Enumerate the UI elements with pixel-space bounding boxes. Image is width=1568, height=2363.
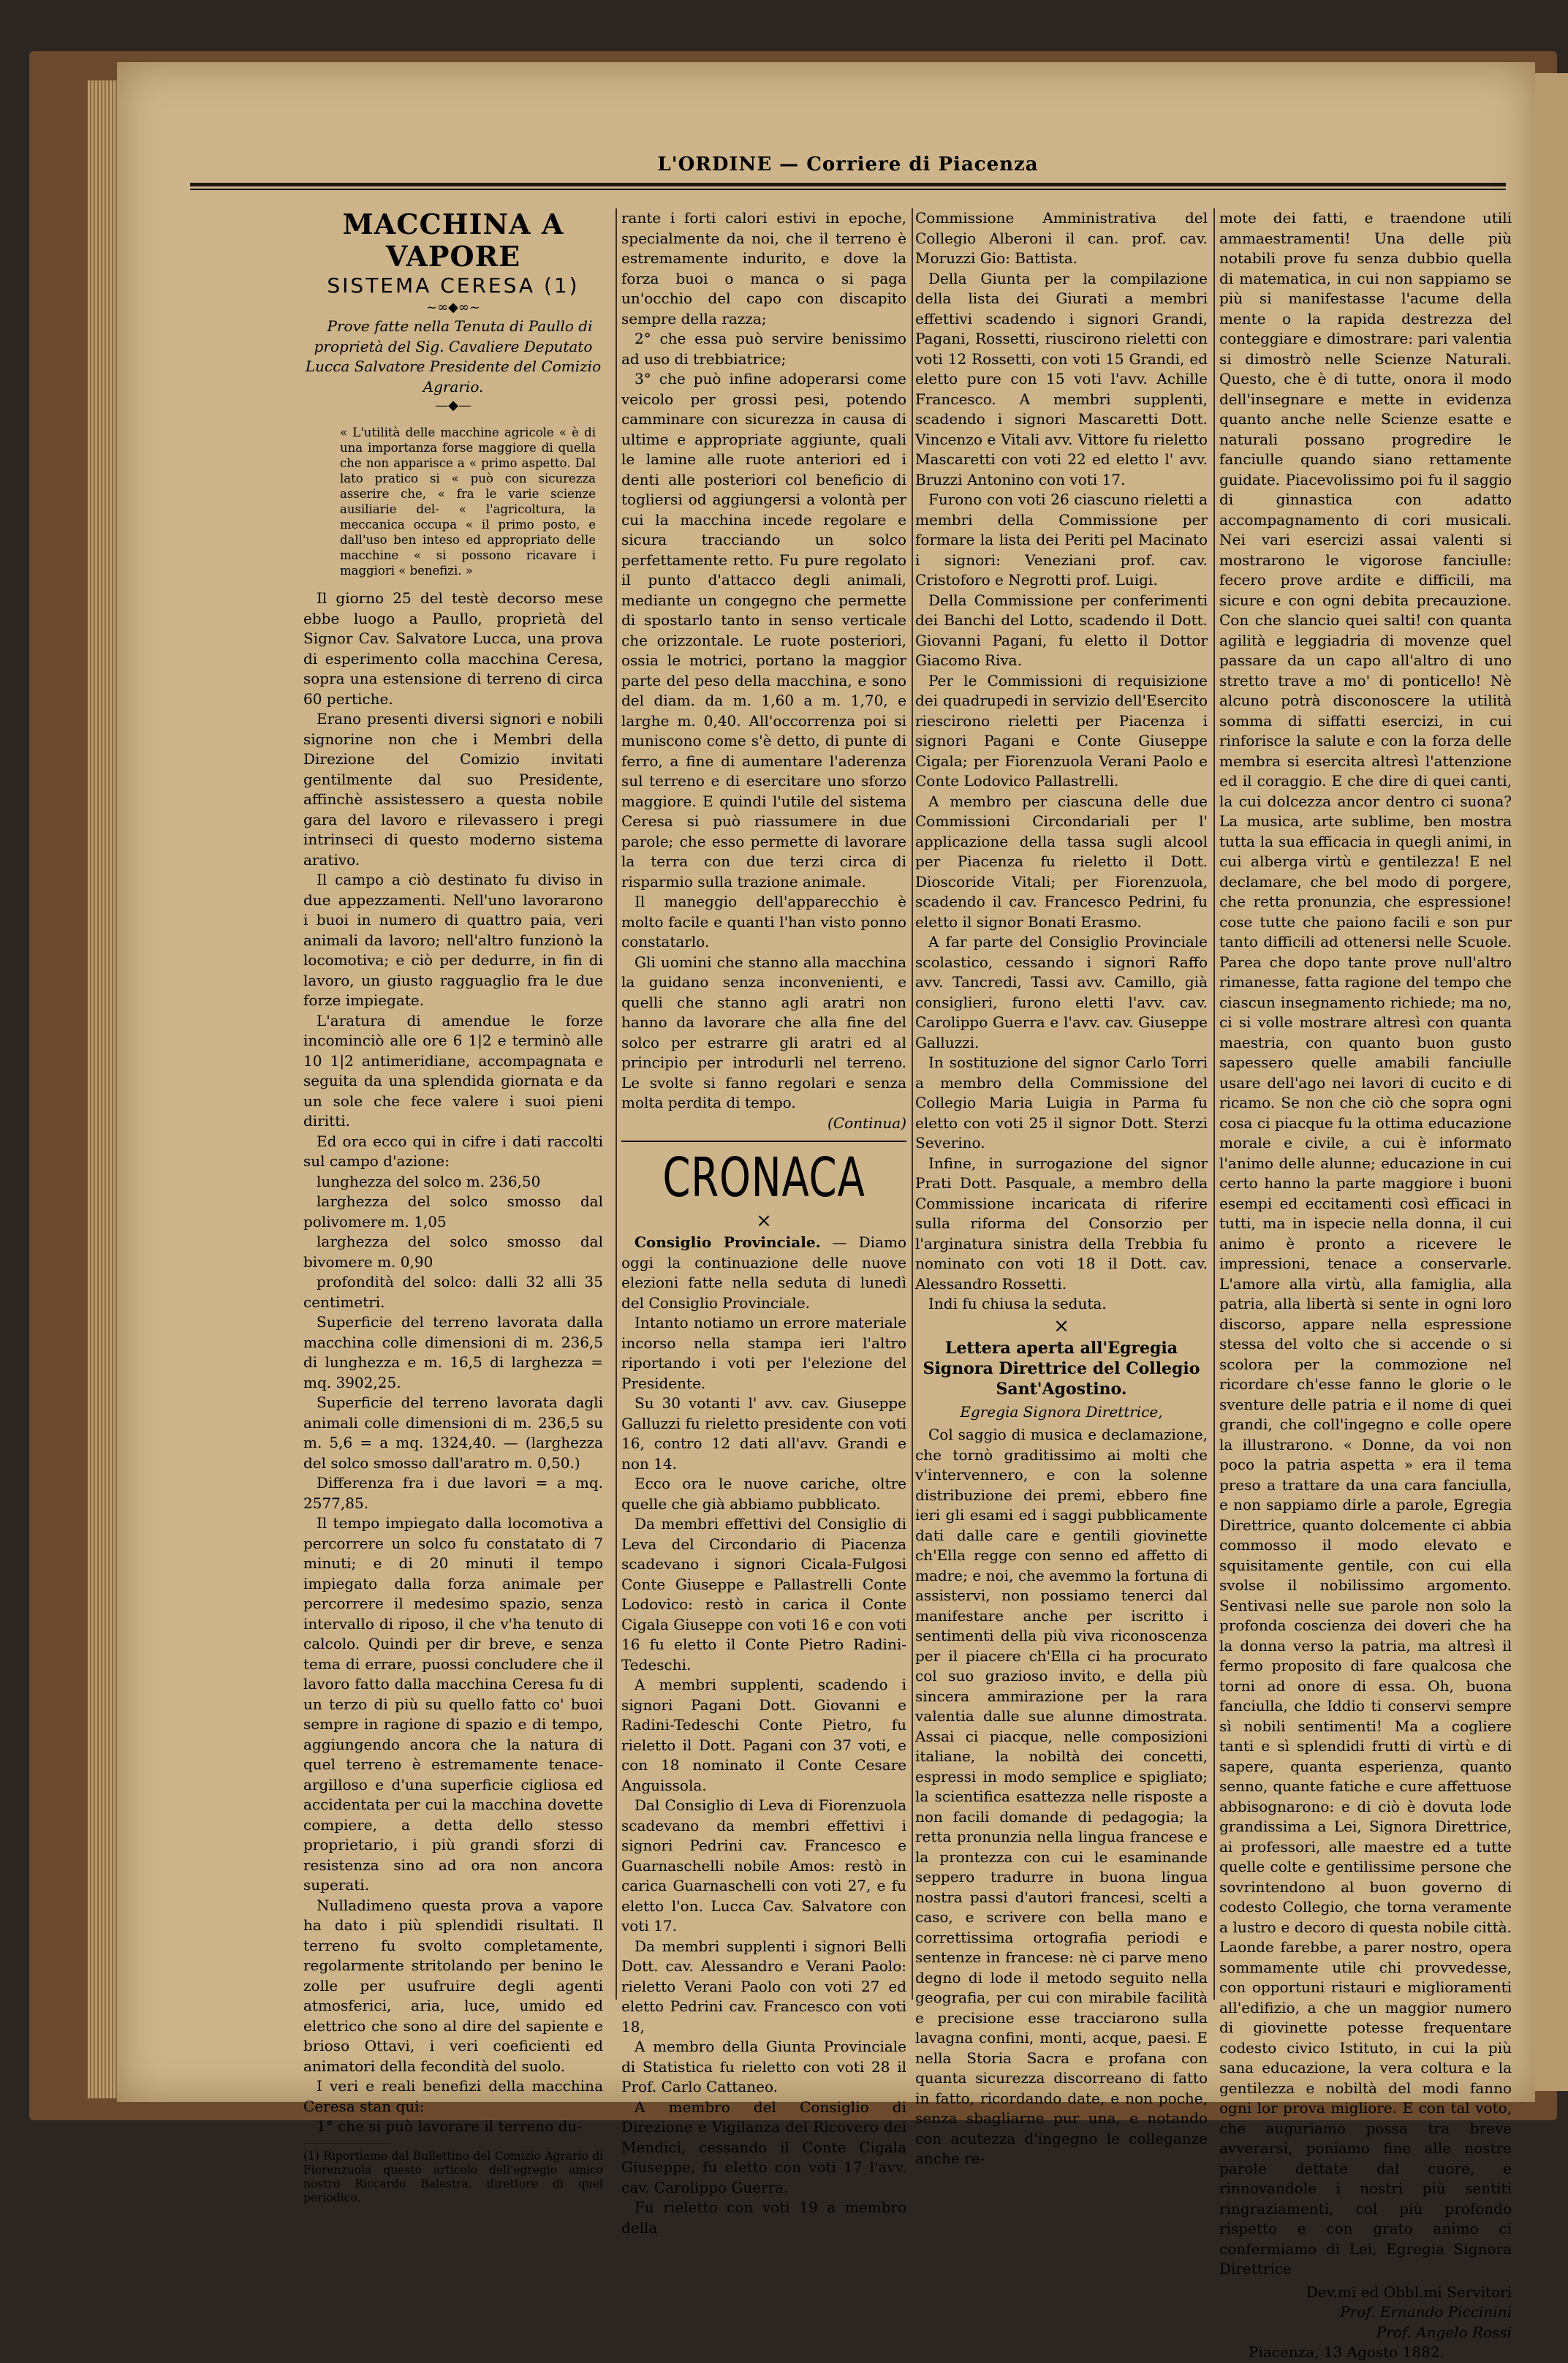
paragraph: 2° che essa può servire benissimo ad uso di trebbiatrice;: [621, 330, 906, 368]
paragraph: A far parte del Consiglio Provinciale scolastico, cessando i signori Raffo avv. Tancredi, Tassi avv. Camillo, già consiglieri, furono eletti l'avv. cav. Carolippo Guerra e l'avv. cav. Giuseppe Galluzzi.: [915, 933, 1208, 1051]
page-header: [190, 88, 1506, 190]
paragraph: Il campo a ciò destinato fu diviso in due appezzamenti. Nell'uno lavorarono i buoi in numero di quattro paia, veri animali da lavoro; nell'altro funzionò la locomotiva; e ciò per dedurre, in fin di lavoro, un giusto ragguaglio fra le due forze impiegate.: [303, 871, 603, 1009]
paragraph: Erano presenti diversi signori e nobili signorine non che i Membri della Direzione del Comizio invitati gentilmente dal suo Presidente, affinchè assistessero a questa nobile gara del lavoro e rilevassero i pregi intrinseci di questo moderno sistema arativo.: [303, 710, 603, 869]
data-line: profondità del solco: dalli 32 alli 35 centimetri.: [303, 1273, 603, 1311]
paragraph: Da membri effettivi del Consiglio di Leva del Circondario di Piacenza scadevano i signori Cicala-Fulgosi Conte Giuseppe e Pallastrelli Conte Lodovico: restò in carica il Conte Cigala Giuseppe con voti 16 e con voti 16 fu eletto il Conte Pietro Radini-Tedeschi.: [621, 1515, 906, 1674]
continua-note: (Continua): [827, 1114, 906, 1132]
paragraph: 3° che può infine adoperarsi come veicolo per grossi pesi, potendo camminare con sicurezza in causa di ultime e appropriate aggiunte, quali le lamine alle ruote anteriori ed i denti alle posteriori col beneficio di togliersi od aggiungersi a volontà per cui la macchina incede regolare e sicura tracciando un solco perfettamente retto. Fu pure regolato il punto d'attacco degli animali, mediante un congegno che permette di spostarlo tanto in senso verticale che orizzontale. Le ruote posteriori, ossia le motrici, portano la maggior parte del peso della macchina, e sono del diam. da m. 1,60 a m. 1,70, e larghe m. 0,40. All'occorrenza poi si muniscono come s'è detto, di punte di ferro, a fine di aumentare l'aderenza sul terreno e di esercitare uno sforzo maggiore. E quindi l'utile del sistema Ceresa si può riassumere in due parole; che esso permette di lavorare la terra con due terzi circa di risparmio sulla trazione animale.: [621, 370, 906, 891]
epigraph-quote: « L'utilità delle macchine agricole « è di una importanza forse maggiore di quella che non apparisce a « primo aspetto. Dal lato pratico si « può con sicurezza asserire che, « fra le varie scienze ausiliarie del- « l'agricoltura, la meccanica occupa « il primo posto, e dall'uso ben inteso ed appropriato delle macchine « si possono ricavare i maggiori « benefizi. »: [340, 426, 596, 578]
article-intro: Prove fatte nella Tenuta di Paullo di proprietà del Sig. Cavaliere Deputato Lucca Salvatore Presidente del Comizio Agrario.: [305, 317, 602, 396]
paragraph: Da membri supplenti i signori Belli Dott. cav. Alessandro e Verani Paolo: rieletto Verani Paolo con voti 27 ed eletto Pedrini cav. Francesco con voti 18,: [621, 1937, 906, 2035]
paragraph: A membro della Giunta Provinciale di Statistica fu rieletto con voti 28 il Prof. Carlo Cattaneo.: [621, 2038, 906, 2095]
paragraph: Su 30 votanti l' avv. cav. Giuseppe Galluzzi fu rieletto presidente con voti 16, contro 12 dati all'avv. Grandi e non 14.: [621, 1394, 906, 1472]
paragraph: Nulladimeno questa prova a vapore ha dato i più splendidi risultati. Il terreno fu svolto completamente, regolarmente stritolando per benino le zolle per usufruire degli agenti atmosferici, aria, luce, umido ed elettrico che sono al dire del sapiente e brioso Ottavi, i veri coeficienti ed animatori della fecondità del suolo.: [303, 1896, 603, 2075]
paragraph: Il tempo impiegato dalla locomotiva a percorrere un solco fu constatato di 7 minuti; e di 20 minuti il tempo impiegato dalla forza animale per percorrere il medesimo spazio, senza intervallo di riposo, il che v'ha tenuto di calcolo. Quindi per dir breve, e senza tema di errare, puossi concludere che il lavoro fatto dalla macchina Ceresa fu di un terzo di più su quello fatto co' buoi sempre in ragione di spazio e di tempo, aggiungendo ancora che la natura di quel terreno è estremamente tenace-argilloso e d'una superficie cigliosa ed accidentata per cui la macchina dovette compiere, a detta dello stesso proprietario, i più grandi sforzi di resistenza sino ad ora non ancora superati.: [303, 1514, 603, 1894]
letter-salutation: Egregia Signora Direttrice,: [960, 1402, 1163, 1421]
data-line: Differenza fra i due lavori = a mq. 2577,85.: [303, 1474, 603, 1512]
data-line: lunghezza del solco m. 236,50: [317, 1172, 541, 1190]
paragraph: 1° che si può lavorare il terreno du-: [317, 2117, 583, 2135]
paragraph: Il giorno 25 del testè decorso mese ebbe luogo a Paullo, proprietà del Signor Cav. Salvatore Lucca, una prova di esperimento colla macchina Ceresa, sopra una estensione di terreno di circa 60 pertiche.: [303, 589, 603, 708]
paragraph: I veri e reali benefizi della macchina Ceresa stan qui:: [303, 2077, 603, 2115]
footnote: (1) Riportiamo dal Bullettino del Comizio Agrario di Fiorenzuola questo articolo dell'egregio amico nostro Riccardo Balestra, direttore di quel periodico.: [303, 2149, 603, 2204]
paragraph: Ecco ora le nuove cariche, oltre quelle che già abbiamo pubblicato.: [621, 1475, 906, 1513]
paragraph: Intanto notiamo un errore materiale incorso nella stampa ieri l'altro riportando i voti per l'elezione del Presidente.: [621, 1314, 906, 1392]
paragraph: A membro per ciascuna delle due Commissioni Circondariali per l' applicazione della tassa sugli alcool per Piacenza fu rieletto il Dott. Dioscoride Vitali; per Fiorenzuola, scadendo il cav. Francesco Pedrini, fu eletto il signor Bonati Erasmo.: [915, 792, 1208, 931]
paragraph: Fu rieletto con voti 19 a membro della: [621, 2198, 906, 2237]
data-line: Superficie del terreno lavorata dagli animali colle dimensioni di m. 236,5 su m. 5,6 = a mq. 1324,40. — (larghezza del solco smosso dall'aratro m. 0,50.): [303, 1394, 603, 1472]
paragraph: Dal Consiglio di Leva di Fiorenzuola scadevano da membri effettivi i signori Pedrini cav. Francesco e Guarnaschelli nobile Amos: restò in carica Guarnaschelli con voti 27, e fu eletto l'on. Lucca Cav. Salvatore con voti 17.: [621, 1796, 906, 1935]
paragraph: L'aratura di amendue le forze incominciò alle ore 6 1|2 e terminò alle 10 1|2 antimeridiane, accompagnata e seguita da una splendida giornata e da un sole che fece valere i suoi pieni diritti.: [303, 1011, 603, 1130]
data-line: Superficie del terreno lavorata dalla macchina colle dimensioni di m. 236,5 di lunghezza e m. 16,5 di larghezza = mq. 3902,25.: [303, 1313, 603, 1391]
page-stack-edge: [88, 80, 121, 2098]
place-date: Piacenza, 13 Agosto 1882.: [1249, 2343, 1444, 2361]
column-1: [303, 208, 603, 2205]
paragraph: mote dei fatti, e traendone utili ammaestramenti! Una delle più notabili prove fu senza dubbio quella di matematica, in cui non sappiamo se più si manifestasse l'acume della mente o la rapida destrezza del conteggiare e dimostrare: pari valentia si dimostrò nelle Scienze Naturali. Questo, che è di tutte, onora il modo dell'insegnare e mette in evidenza quanto anche nelle Scienze esatte e naturali possano progredire le fanciulle quando siano rettamente guidate. Piacevolissimo poi fu il saggio di ginnastica con adatto accompagnamento di cori musicali. Nei vari esercizi assai valenti si mostrarono le vigorose fanciulle: fecero prove ardite e difficili, ma sicure e con ogni debita precauzione. Con che slancio quei salti! con quanta agilità e leggiadria di movenze quel passare da un capo all'altro di uno stretto trave a mo' di ponticello! Nè alcuno potrà disconoscere la utilità somma di siffatti esercizi, in cui rinforisce la salute e con la forza delle membra si esercita altresì l'attenzione ed il coraggio. E che dire di quei canti, la cui dolcezza ancor dentro ci suona? La musica, arte sublime, ben mostra tutta la sua efficacia in quegli animi, in cui alberga virtù e gentilezza! E nel declamare, che bel modo di porgere, che retta pronunzia, che espressione! cose tutte che paiono facili e son pur tanto difficili ad ottenersi nelle Scuole. Parea che dopo tante prove null'altro rimanesse, fatta ragione del tempo che ciascun insegnamento richiede; ma no, ci si volle mostrare altresì con quanta maestria, con quanto buon gusto sapessero quelle amabili fanciulle usare dell'ago nei lavori di cucito e di ricamo. Se non che ciò che sopra ogni cosa ci piacque fu la ottima educazione morale e civile, a cui è informato l'animo delle alunne; educazione in cui certo hanno la parte maggiore i buoni esempi ed eccitamenti così efficaci in tutti, ma in ispecie nella donna, il cui animo è pronto a ricevere le impressioni, tenace a conservarle. L'amore alla virtù, alla famiglia, alla patria, alla libertà si sente in ogni loro discorso, appare nella espressione stessa del volto che si accende o si scolora per la commozione nel ricordare ch'esse fanno le glorie o le sventure delle patria e il nome di quei grandi, che coll'ingegno e colle opere la illustrarono. « Donne, da voi non poco la patria aspetta » era il tema preso a trattare da una cara fanciulla, e non sappiamo dirle a parole, Egregia Direttrice, quanto dolcemente ci abbia commosso il modo elevato e squisitamente gentile, con cui ella svolse il nobilissimo argomento. Sentivasi nelle sue parole non solo la profonda coscienza dei doveri che ha la donna verso la patria, ma altresì il fermo proposito di fare qualcosa che torni ad onore di essa. Oh, buona fanciulla, che Iddio ti conservi sempre sì nobili sentimenti! Ma a cogliere tanti e sì splendidi frutti di virtù e di sapere, quanta esperienza, quanto senno, quante fatiche e cure affettuose abbisognarono: e di ciò è dovuta lode grandissima a Lei, Signora Direttrice, ai professori, alle maestre ed a tutte quelle colte e gentilissime persone che sovrintendono al buon governo di codesto Collegio, che torna veramente a lustro e decoro di questa nobile città. Laonde farebbe, a parer nostro, opera sommamente utile chi provvedesse, con opportuni ristauri e miglioramenti all'edifizio, a che un maggior numero di giovinette potesse frequentare codesto civico Istituto, in cui la più sana educazione, la vera coltura e la gentilezza e nobiltà del modi fanno ogni lor prova migliore. E con tal voto, che auguriamo possa tra breve avverarsi, poniamo fine alle nostre parole dettate dal cuore, e rinnovandole i nostri più sentiti ringraziamenti, col più profondo rispetto e con grato animo ci confermiamo di Lei, Egregia Signora Direttrice: [1219, 209, 1512, 2277]
paragraph: — Diamo oggi la continuazione delle nuove elezioni fatte nella seduta di lunedì del Consiglio Provinciale.: [621, 1233, 907, 1312]
ornament-divider: ~∞◆∞~: [426, 300, 480, 315]
paragraph: A membri supplenti, scadendo i signori Pagani Dott. Giovanni e Radini-Tedeschi Conte Pietro, fu rieletto il Dott. Pagani con 37 voti, e con 18 nominato il Conte Cesare Anguissola.: [621, 1676, 906, 1794]
cross-separator: ×: [756, 1210, 772, 1232]
cronaca-heading: CRONACA: [662, 1146, 866, 1209]
header-rule-thin: [190, 189, 1506, 190]
column-divider-3: [1213, 208, 1215, 2000]
paragraph: Ed ora ecco qui in cifre i dati raccolti sul campo d'azione:: [303, 1132, 603, 1170]
signer: Prof. Angelo Rossi: [1376, 2323, 1512, 2341]
column-divider-2: [912, 208, 913, 2000]
paragraph: Della Giunta per la compilazione della lista dei Giurati a membri effettivi scadendo i signori Grandi, Pagani, Rossetti, riuscirono rieletti con voti 12 Rossetti, con voti 15 Grandi, ed eletto pure con 15 voti l'avv. Achille Francesco. A membri supplenti, scadendo i signori Mascaretti Dott. Vincenzo e Vitali avv. Vittore fu rieletto Mascaretti con voti 22 ed eletto l' avv. Bruzzi Antonino con voti 17.: [915, 269, 1208, 488]
signer: Prof. Ernando Piccinini: [1340, 2303, 1512, 2321]
paragraph: Infine, in surrogazione del signor Prati Dott. Pasquale, a membro della Commissione incaricata di riferire sulla riforma del Consorzio per l'arginatura sinistra della Trebbia fu nominato con voti 18 il Dott. cav. Alessandro Rossetti.: [915, 1154, 1208, 1293]
paragraph: Furono con voti 26 ciascuno rieletti a membri della Commissione per formare la lista dei Periti pel Macinato i signori: Veneziani prof. cav. Cristoforo e Negrotti prof. Luigi.: [915, 491, 1208, 589]
footnote-rule: [303, 2143, 391, 2144]
paragraph: Il maneggio dell'apparecchio è molto facile e quanti l'han visto ponno constatarlo.: [621, 893, 906, 950]
paragraph: A membro del Consiglio di Direzione e Vigilanza del Ricovero dei Mendici, cessando il Conte Cigala Giuseppe, fu eletto con voti 17 l'avv. cav. Carolippo Guerra.: [621, 2098, 906, 2196]
letter-title: Lettera aperta all'Egregia Signora Direttrice del Collegio Sant'Agostino.: [923, 1338, 1200, 1399]
header-rule-thick: [190, 183, 1506, 186]
paragraph: Col saggio di musica e declamazione, che tornò graditissimo ai molti che v'intervennero, e con la solenne distribuzione dei premi, ebbero fine ieri gli esami ed i saggi pubblicamente dati dalle care e gentili giovinette ch'Ella regge con senno ed affetto di madre; e noi, che avemmo la fortuna di assistervi, non possiamo tenerci dal manifestare anche per iscritto i sentimenti della più viva riconoscenza per il piacere ch'Ella ci ha procurato col suo grazioso invito, e della più sincera ammirazione per la rara valentia dalle sue alunne dimostrata. Assai ci piacque, nelle composizioni italiane, la nobiltà dei concetti, espressi in modo semplice e spigliato; la scientifica esattezza nelle risposte a non facili domande di pedagogia; la retta pronunzia nella lingua francese e la prontezza con cui le esaminande seppero tradurre in buona lingua nostra passi d'autori francesi, scelti a caso, e scrivere con bella mano e correttissima ortografia periodi e sentenze in francese: nè ci parve meno degno di lode il metodo seguito nella geografia, per cui con mirabile facilità e precisione esse tracciarono sulla lavagna confini, monti, acque, paesi. E nella Storia Sacra e profana con quanta sicurezza discorreano di fatto in fatto, ricordando date, e non poche, senza sbagliarne pur una, e notando con acutezza d'ingegno le colleganze anche re-: [915, 1426, 1208, 2167]
paragraph: Gli uomini che stanno alla macchina la guidano senza inconvenienti, e quelli che stanno agli aratri non hanno da lavorare che alla fine del solco per estrarre gli aratri ed al principio per introdurli nel terreno. Le svolte si fanno regolari e senza molta perdita di tempo.: [621, 953, 906, 1111]
section-rule: [621, 1141, 906, 1142]
paragraph: In sostituzione del signor Carlo Torri a membro della Commissione del Collegio Maria Luigia in Parma fu eletto con voti 25 il signor Dott. Sterzi Severino.: [915, 1054, 1208, 1152]
paragraph: Indi fu chiusa la seduta.: [928, 1295, 1107, 1312]
article-title: MACCHINA A VAPORE: [342, 208, 564, 273]
next-page-sliver: [1535, 73, 1568, 2091]
article-subtitle: SISTEMA CERESA (1): [327, 273, 580, 298]
data-line: larghezza del solco smosso dal bivomere m. 0,90: [303, 1233, 603, 1271]
column-2: [613, 208, 905, 2238]
consiglio-heading: Consiglio Provinciale.: [635, 1233, 821, 1251]
small-ornament: —◆—: [435, 398, 471, 413]
paragraph: Della Commissione per conferimenti dei Banchi del Lotto, scadendo il Dott. Giovanni Pagani, fu eletto il Dottor Giacomo Riva.: [915, 591, 1208, 669]
cross-separator: ×: [1053, 1315, 1069, 1337]
column-3: [915, 208, 1208, 2169]
paragraph: rante i forti calori estivi in epoche, specialmente da noi, che il terreno è estremamente indurito, e dove la forza buoi o manca o si paga un'occhio del capo con discapito sempre della razza;: [621, 209, 906, 328]
paragraph: Commissione Amministrativa del Collegio Alberoni il can. prof. cav. Moruzzi Gio: Battista.: [915, 209, 1208, 267]
data-line: larghezza del solco smosso dal polivomere m. 1,05: [303, 1192, 603, 1230]
paragraph: Per le Commissioni di requisizione dei quadrupedi in servizio dell'Esercito riescirono rieletti per Piacenza i signori Pagani e Conte Giuseppe Cigala; per Fiorenzuola Verani Paolo e Conte Lodovico Pallastrelli.: [915, 671, 1208, 790]
running-title: L'ORDINE — Corriere di Piacenza: [657, 154, 1039, 175]
column-4: [1219, 208, 1512, 2363]
sign-off: Dev.mi ed Obbl.mi Servitori: [1306, 2283, 1512, 2301]
